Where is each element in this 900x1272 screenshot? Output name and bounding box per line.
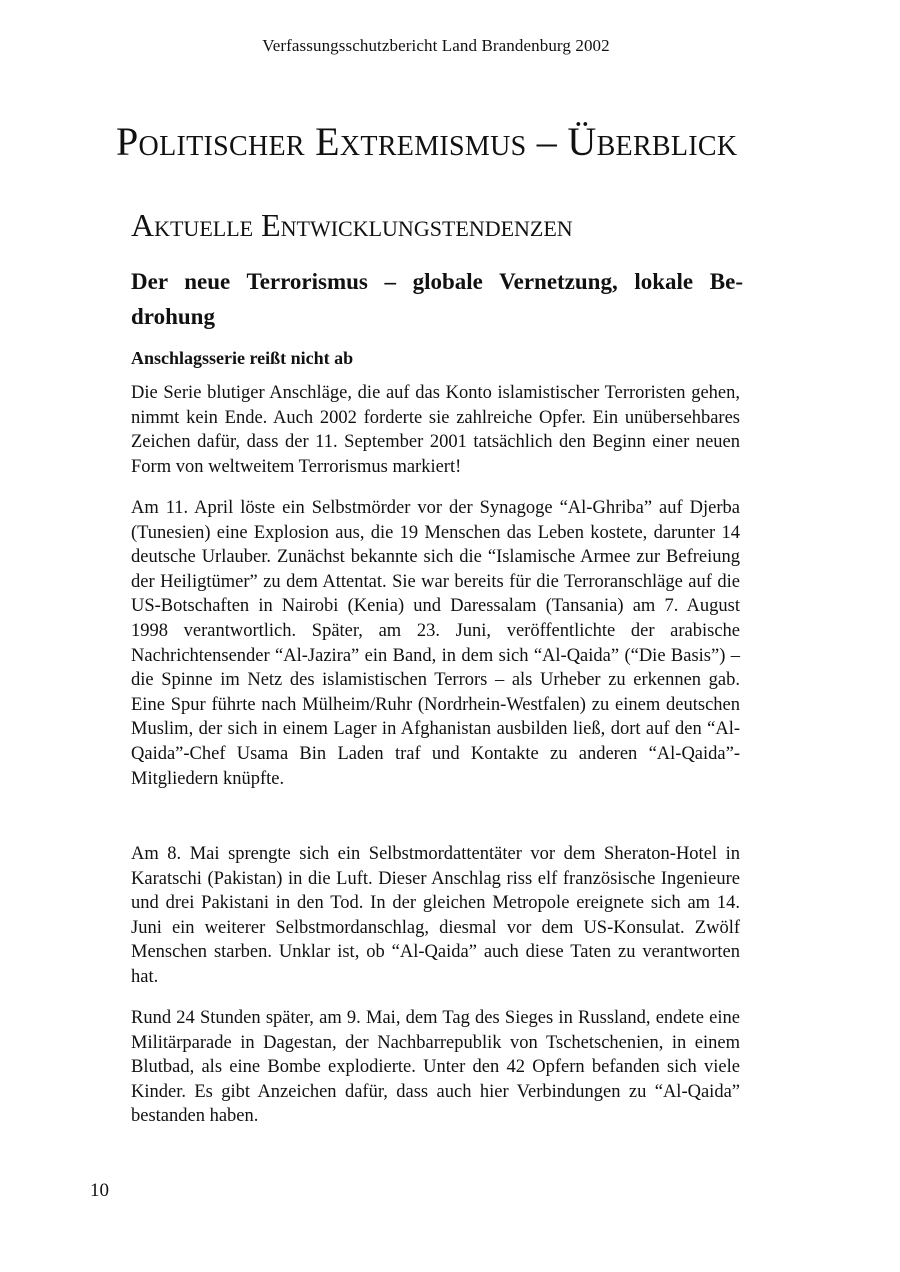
body-paragraph-2: Am 11. April löste ein Selbstmörder vor der Synagoge “Al-Ghriba” auf Djerba (Tunesien) eine Explosion aus, die 19 Menschen das Leben kostete, darunter 14 deutsche Urlauber. Zunächst bekannte sich die “Islamische Armee zur Befreiung der Heiligtümer” zu dem Attentat. Sie war bereits für die Terroranschläge auf die US-Botschaften in Nairobi (Kenia) und Daressalam (Tansania) am 7. August 1998 verantwortlich. Später, am 23. Juni, veröffentlichte der arabische Nachrichtensender “Al-Jazira” ein Band, in dem sich “Al-Qaida” (“Die Basis”) – die Spinne im Netz des islamistischen Terrors – als Urheber zu erkennen gab. Eine Spur führte nach Mülheim/Ruhr (Nordrhein-Westfalen) zu einem deutschen Muslim, der sich in einem Lager in Afghanistan ausbilden ließ, dort auf den “Al-Qaida”-Chef Usama Bin Laden traf und Kontakte zu anderen “Al-Qaida”-Mitgliedern knüpfte.: [131, 498, 740, 789]
section-title: Aktuelle Entwicklungstendenzen: [131, 207, 573, 243]
running-header: Verfassungsschutzbericht Land Brandenburg 2002: [262, 36, 610, 55]
page-number: 10: [90, 1180, 109, 1201]
body-paragraph-4: Rund 24 Stunden später, am 9. Mai, dem Tag des Sieges in Russland, endete eine Militärparade in Dagestan, der Nachbarrepublik von Tschetschenien, in einem Blutbad, als eine Bombe explodierte. Unter den 42 Opfern befanden sich viele Kinder. Es gibt Anzeichen dafür, dass auch hier Verbindungen zu “Al-Qaida” bestanden haben.: [131, 1008, 740, 1127]
subsection-title: Der neue Terrorismus – globale Vernetzung, lokale Bedrohung: [131, 269, 743, 329]
body-paragraph-3: Am 8. Mai sprengte sich ein Selbstmordattentäter vor dem Sheraton-Hotel in Karatschi (Pakistan) in die Luft. Dieser Anschlag riss elf französische Ingenieure und drei Pakistani in den Tod. In der gleichen Metropole ereignete sich am 14. Juni ein weiterer Selbstmordanschlag, diesmal vor dem US-Konsulat. Zwölf Menschen starben. Unklar ist, ob “Al-Qaida” auch diese Taten zu verantworten hat.: [131, 844, 740, 987]
body-paragraph-1: Die Serie blutiger Anschläge, die auf das Konto islamistischer Terroristen gehen, nimmt kein Ende. Auch 2002 forderte sie zahlreiche Opfer. Ein unübersehbares Zeichen dafür, dass der 11. September 2001 tatsächlich den Beginn einer neuen Form von weltweitem Terrorismus markiert!: [131, 383, 740, 477]
chapter-title: Politischer Extremismus – Überblick: [116, 119, 738, 164]
sub-subsection-title: Anschlagsserie reißt nicht ab: [131, 348, 354, 368]
